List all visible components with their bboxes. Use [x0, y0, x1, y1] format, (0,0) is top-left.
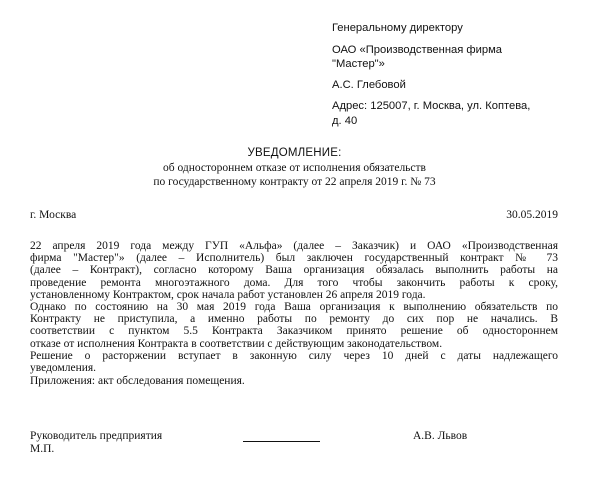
document-subtitle-line2: по государственному контракту от 22 апреля 2019 г. № 73: [153, 176, 436, 188]
paragraph-2: [30, 301, 558, 350]
signature-role: Руководитель предприятия: [30, 430, 163, 442]
recipient-company-line2: "Мастер"»: [332, 58, 385, 70]
recipient-position: Генеральному директору: [332, 22, 463, 34]
paragraph-1: [30, 240, 558, 301]
recipient-address-line2: д. 40: [332, 115, 358, 127]
paragraph-line: Однако по состоянию на 30 мая 2019 года Ваша организация к выполнению обязательств по: [30, 301, 558, 313]
recipient-company-line1: ОАО «Производственная фирма: [332, 44, 502, 56]
paragraph-line: 22 апреля 2019 года между ГУП «Альфа» (далее – Заказчик) и ОАО «Производственная: [30, 240, 558, 252]
recipient-address-line1: Адрес: 125007, г. Москва, ул. Коптева,: [332, 100, 531, 112]
stamp-placeholder: М.П.: [30, 443, 55, 455]
paragraph-4: Приложения: акт обследования помещения.: [30, 375, 245, 387]
paragraph-line: соответствии с пунктом 5.5 Контракта Заказчиком принято решение об одностороннем: [30, 325, 558, 338]
paragraph-line: проведение ремонта многоэтажного дома. Для того чтобы закончить работы к сроку,: [30, 276, 558, 289]
paragraph-line: Контракту не приступила, а именно работы по ремонту до сих пор не начались. В: [30, 313, 558, 326]
signature-line: [243, 441, 320, 442]
place: г. Москва: [30, 209, 77, 221]
paragraph-line: Решение о расторжении вступает в законную силу через 10 дней с даты надлежащего: [30, 350, 558, 362]
paragraph-line: уведомления.: [30, 362, 97, 375]
document-subtitle-line1: об одностороннем отказе от исполнения обязательств: [162, 162, 426, 174]
document-title: УВЕДОМЛЕНИЕ:: [247, 147, 342, 159]
paragraph-3: [30, 350, 558, 374]
paragraph-line: установленному Контрактом, срок начала работ установлен 26 апреля 2019 года.: [30, 288, 426, 301]
paragraph-line: (далее – Контракт), согласно которому Ваша организация обязалась выполнить работы на: [30, 264, 558, 277]
paragraph-line: отказе от исполнения Контракта в соответствии с действующим законодательством.: [30, 337, 443, 350]
signature-name: А.В. Львов: [413, 430, 468, 442]
recipient-name: А.С. Глебовой: [332, 79, 406, 91]
date: 30.05.2019: [506, 209, 558, 221]
paragraph-line: фирма "Мастер"» (далее – Исполнитель) был заключен государственный контракт № 73: [30, 252, 558, 265]
